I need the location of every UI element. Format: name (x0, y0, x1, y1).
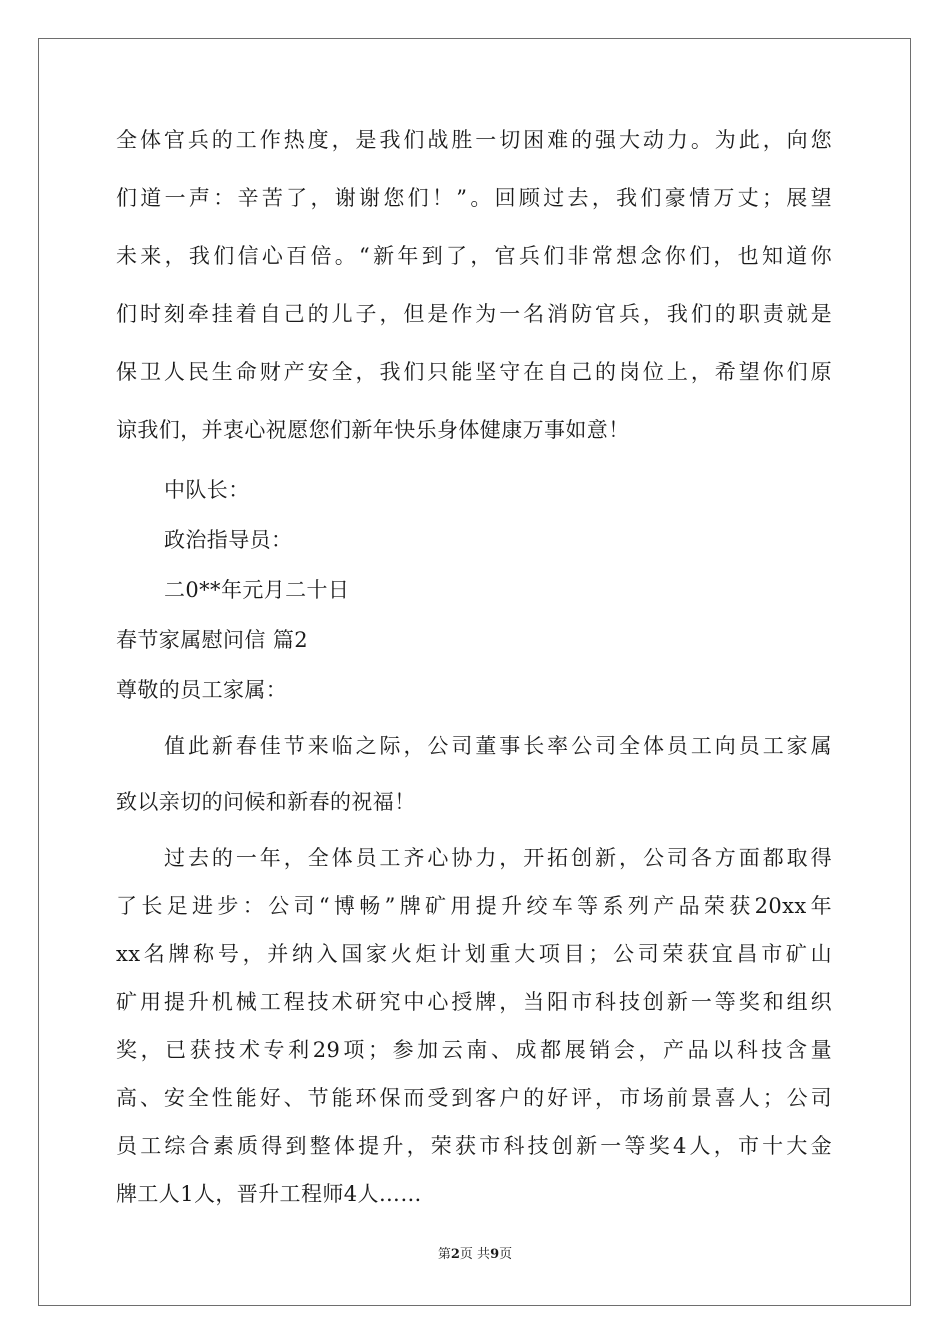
salutation: 尊敬的员工家属： (116, 678, 288, 702)
footer-prefix: 第 (437, 1247, 451, 1262)
paragraph-line: 奖，已获技术专利29项；参加云南、成都展销会，产品以科技含量 (116, 1038, 832, 1062)
paragraph-line: 了长足进步：公司“博畅”牌矿用提升绞车等系列产品荣获20xx年 (116, 894, 832, 918)
paragraph-line: xx名牌称号，并纳入国家火炬计划重大项目；公司荣获宜昌市矿山 (116, 942, 832, 966)
page-footer (0, 1247, 950, 1263)
total-page-number: 9 (490, 1247, 500, 1262)
letter-date: 二0**年元月二十日 (164, 578, 350, 602)
paragraph-line: 过去的一年，全体员工齐心协力，开拓创新，公司各方面都取得 (164, 846, 832, 870)
signature-captain: 中队长： (164, 478, 250, 502)
paragraph-line: 值此新春佳节来临之际，公司董事长率公司全体员工向员工家属 (164, 734, 832, 758)
paragraph-line: 全体官兵的工作热度，是我们战胜一切困难的强大动力。为此，向您 (116, 128, 832, 152)
paragraph-line: 未来，我们信心百倍。“新年到了，官兵们非常想念你们，也知道你 (116, 244, 832, 268)
footer-middle: 页 共 (459, 1247, 491, 1262)
section-heading: 春节家属慰问信 篇2 (116, 628, 309, 652)
page-border (38, 38, 911, 1306)
current-page-number: 2 (450, 1247, 460, 1262)
paragraph-line: 员工综合素质得到整体提升，荣获市科技创新一等奖4人，市十大金 (116, 1134, 832, 1158)
paragraph-line: 矿用提升机械工程技术研究中心授牌，当阳市科技创新一等奖和组织 (116, 990, 832, 1014)
paragraph-line: 们道一声：辛苦了，谢谢您们！”。回顾过去，我们豪情万丈；展望 (116, 186, 832, 210)
footer-suffix: 页 (499, 1247, 513, 1262)
paragraph-line: 保卫人民生命财产安全，我们只能坚守在自己的岗位上，希望你们原 (116, 360, 832, 384)
paragraph-line: 高、安全性能好、节能环保而受到客户的好评，市场前景喜人；公司 (116, 1086, 832, 1110)
paragraph-line: 们时刻牵挂着自己的儿子，但是作为一名消防官兵，我们的职责就是 (116, 302, 832, 326)
signature-instructor: 政治指导员： (164, 528, 293, 552)
paragraph-line: 牌工人1人，晋升工程师4人…… (116, 1182, 422, 1206)
paragraph-line: 致以亲切的问候和新春的祝福！ (116, 790, 416, 814)
paragraph-line: 谅我们，并衷心祝愿您们新年快乐身体健康万事如意！ (116, 418, 630, 442)
